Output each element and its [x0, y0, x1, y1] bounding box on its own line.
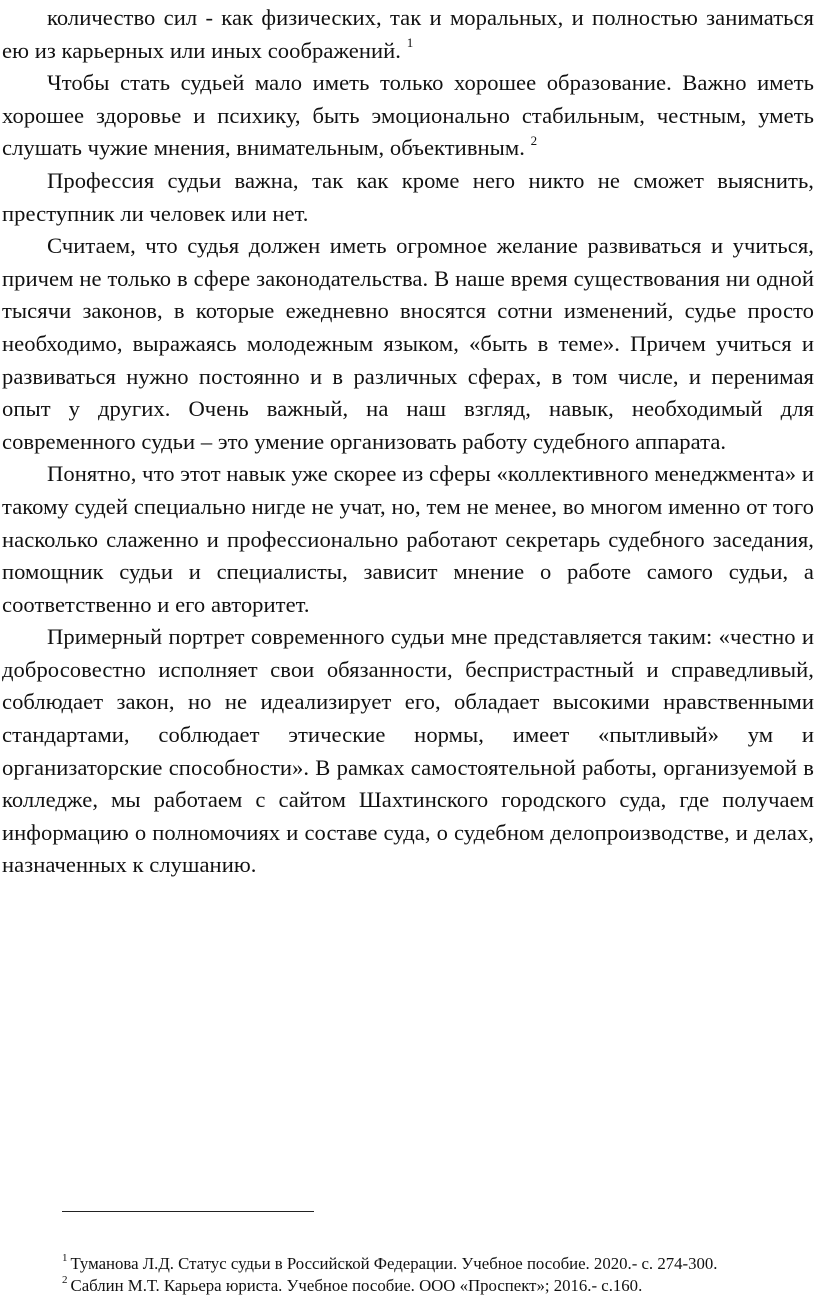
paragraph: [2, 458, 814, 621]
footnote-ref-2[interactable]: 2: [530, 132, 538, 148]
footnotes: [62, 1253, 802, 1297]
paragraph-text: Считаем, что судья должен иметь огромное желание развиваться и учиться, причем не только в сфере законодательства. В наше время существования ни одной тысячи законов, в которые ежедневно вносятся сотни изменений, судье просто необходимо, выражаясь молодежным языком, «быть в теме». Причем учиться и развиваться нужно постоянно и в различных сферах, в том числе, и перенимая опыт у других. Очень важный, на наш взгляд, навык, необходимый для современного судьи – это умение организовать работу судебного аппарата.: [2, 233, 814, 454]
paragraph-text: Понятно, что этот навык уже скорее из сферы «коллективного менеджмента» и такому судей специально нигде не учат, но, тем не менее, во многом именно от того насколько слаженно и профессионально работают секретарь судебного заседания, помощник судьи и специалисты, зависит мнение о работе самого судьи, а соответственно и его авторитет.: [2, 461, 814, 617]
footnote-separator: [62, 1211, 314, 1212]
body-text: [2, 2, 814, 882]
footnote-1: [62, 1253, 802, 1275]
footnote-text: Саблин М.Т. Карьера юриста. Учебное пособие. ООО «Проспект»; 2016.- с.160.: [70, 1276, 643, 1295]
paragraph: [2, 67, 814, 165]
footnote-marker: 1: [62, 1252, 68, 1265]
paragraph-text: Примерный портрет современного судьи мне представляется таким: «честно и добросовестно исполняет свои обязанности, беспристрастный и справедливый, соблюдает закон, но не идеализирует его, обладает высокими нравственными стандартами, соблюдает этические нормы, имеет «пытливый» ум и организаторские способности». В рамках самостоятельной работы, организуемой в колледже, мы работаем с сайтом Шахтинского городского суда, где получаем информацию о полномочиях и составе суда, о судебном делопроизводстве, и делах, назначенных к слушанию.: [2, 624, 814, 878]
footnote-2: [62, 1275, 802, 1297]
paragraph: [2, 165, 814, 230]
paragraph: [2, 230, 814, 458]
footnote-marker: 2: [62, 1274, 68, 1287]
paragraph-text: Профессия судьи важна, так как кроме него никто не сможет выяснить, преступник ли человек или нет.: [2, 167, 814, 226]
footnote-ref-1[interactable]: 1: [406, 35, 414, 51]
paragraph-text: количество сил - как физических, так и моральных, и полностью заниматься ею из карьерных или иных соображений.: [2, 5, 814, 63]
paragraph: [2, 621, 814, 882]
paragraph-text: Чтобы стать судьей мало иметь только хорошее образование. Важно иметь хорошее здоровье и психику, быть эмоционально стабильным, честным, уметь слушать чужие мнения, внимательным, объективным.: [2, 70, 814, 161]
footnote-text: Туманова Л.Д. Статус судьи в Российской Федерации. Учебное пособие. 2020.- с. 274-300.: [70, 1254, 718, 1273]
paragraph-continuation: [2, 2, 814, 67]
